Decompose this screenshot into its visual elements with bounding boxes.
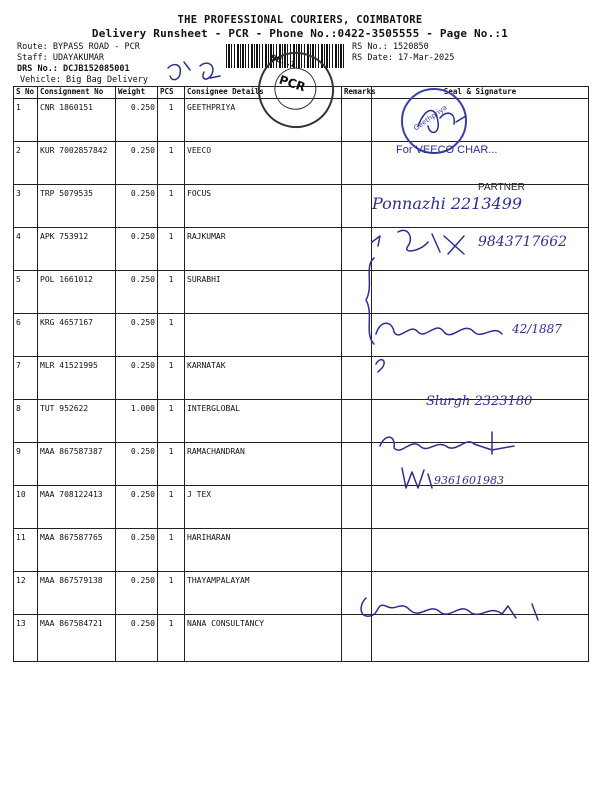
cell-consignee: FOCUS [185, 185, 342, 228]
cell-sno: 6 [14, 314, 38, 357]
cell-remarks [342, 185, 372, 228]
cell-weight: 0.250 [116, 185, 158, 228]
cell-weight: 0.250 [116, 443, 158, 486]
geethpriya-signature [412, 96, 472, 146]
cell-consignment: TRP 5079535 [38, 185, 116, 228]
signature-row-8: Slurgh 2323180 [426, 394, 533, 409]
rs-number: RS No.: 1520850 [352, 42, 429, 52]
pcr-stamp-ring-text: 98...1 [269, 52, 297, 70]
tick-mark-row-8 [372, 354, 392, 374]
cell-remarks [342, 99, 372, 142]
table-row [14, 486, 589, 529]
cell-consignee: HARIHARAN [185, 529, 342, 572]
cell-pcs: 1 [158, 486, 185, 529]
cell-consignment: MAA 867587387 [38, 443, 116, 486]
table-row [14, 529, 589, 572]
signature-row-10-scribble [398, 464, 438, 494]
signature-row-9-scribble [374, 426, 534, 460]
col-remarks: Remarks [342, 87, 372, 99]
col-consignment: Consignment No [38, 87, 116, 99]
cell-consignment: APK 753912 [38, 228, 116, 271]
signature-row-13-scribble [356, 592, 556, 626]
cell-consignee [185, 314, 342, 357]
cell-remarks [342, 443, 372, 486]
cell-consignee: SURABHI [185, 271, 342, 314]
route-line: Route: BYPASS ROAD - PCR [17, 42, 140, 52]
runsheet-title: Delivery Runsheet - PCR - Phone No.:0422-3505555 - Page No.:1 [91, 27, 509, 40]
cell-weight: 0.250 [116, 529, 158, 572]
rs-date: RS Date: 17-Mar-2025 [352, 53, 455, 63]
cell-consignee: NANA CONSULTANCY [185, 615, 342, 662]
cell-sno: 2 [14, 142, 38, 185]
partner-label: PARTNER [478, 182, 525, 193]
cell-pcs: 1 [158, 529, 185, 572]
cell-weight: 0.250 [116, 357, 158, 400]
cell-consignment: KUR 7002857842 [38, 142, 116, 185]
cell-consignee: INTERGLOBAL [185, 400, 342, 443]
geethpriya-stamp-text: Geethpriya [412, 103, 449, 133]
cell-weight: 0.250 [116, 142, 158, 185]
cell-consignment: MAA 708122413 [38, 486, 116, 529]
cell-consignee: THAYAMPALAYAM [185, 572, 342, 615]
pcr-stamp-text: PCR [277, 72, 308, 95]
cell-pcs: 1 [158, 615, 185, 662]
cell-consignee: GEETHPRIYA [185, 99, 342, 142]
cell-sno: 7 [14, 357, 38, 400]
cell-signature [372, 529, 589, 572]
table-row [14, 142, 589, 185]
runsheet-table [13, 86, 589, 662]
cell-pcs: 1 [158, 572, 185, 615]
cell-consignment: KRG 4657167 [38, 314, 116, 357]
company-title: THE PROFESSIONAL COURIERS, COIMBATORE [177, 14, 423, 26]
cell-signature [372, 271, 589, 314]
cell-sno: 5 [14, 271, 38, 314]
cell-pcs: 1 [158, 314, 185, 357]
cell-consignee: KARNATAK [185, 357, 342, 400]
cell-consignment: CNR 1860151 [38, 99, 116, 142]
cell-weight: 0.250 [116, 486, 158, 529]
cell-pcs: 1 [158, 400, 185, 443]
cell-weight: 1.000 [116, 400, 158, 443]
col-sno: S No [14, 87, 38, 99]
veeco-stamp-text: For VEECO CHAR... [396, 144, 498, 156]
cell-pcs: 1 [158, 443, 185, 486]
col-seal-signature: Seal & Signature [372, 87, 589, 99]
cell-consignment: POL 1661012 [38, 271, 116, 314]
cell-pcs: 1 [158, 185, 185, 228]
cell-weight: 0.250 [116, 314, 158, 357]
signature-row-7-number: 42/1887 [512, 322, 562, 336]
cell-pcs: 1 [158, 357, 185, 400]
drs-number: DRS No.: DCJB152085001 [17, 64, 130, 74]
cell-consignee: J TEX [185, 486, 342, 529]
cell-weight: 0.250 [116, 615, 158, 662]
cell-consignment: TUT 952622 [38, 400, 116, 443]
cell-sno: 12 [14, 572, 38, 615]
cell-remarks [342, 529, 372, 572]
cell-pcs: 1 [158, 271, 185, 314]
cell-sno: 3 [14, 185, 38, 228]
col-consignee: Consignee Details [185, 87, 342, 99]
cell-consignment: MAA 867579138 [38, 572, 116, 615]
cell-consignment: MAA 867584721 [38, 615, 116, 662]
cell-remarks [342, 486, 372, 529]
cell-weight: 0.250 [116, 572, 158, 615]
cell-consignee: VEECO [185, 142, 342, 185]
cell-remarks [342, 400, 372, 443]
cell-sno: 1 [14, 99, 38, 142]
cell-sno: 4 [14, 228, 38, 271]
col-weight: Weight [116, 87, 158, 99]
cell-pcs: 1 [158, 228, 185, 271]
cell-pcs: 1 [158, 99, 185, 142]
cell-weight: 0.250 [116, 271, 158, 314]
phone-row-4: 9843717662 [478, 234, 568, 250]
cell-consignee: RAJKUMAR [185, 228, 342, 271]
phone-row-10: 9361601983 [434, 474, 504, 487]
cell-consignment: MLR 41521995 [38, 357, 116, 400]
col-pcs: PCS [158, 87, 185, 99]
cell-sno: 11 [14, 529, 38, 572]
staff-line: Staff: UDAYAKUMAR [17, 53, 104, 63]
cell-pcs: 1 [158, 142, 185, 185]
cell-weight: 0.250 [116, 99, 158, 142]
cell-consignee: RAMACHANDRAN [185, 443, 342, 486]
table-row [14, 271, 589, 314]
cell-remarks [342, 142, 372, 185]
cell-sno: 13 [14, 615, 38, 662]
signature-row-4-scribble [368, 224, 478, 260]
signature-row-3: Ponnazhi 2213499 [372, 194, 523, 213]
vehicle-line: Vehicle: Big Bag Delivery [20, 75, 148, 85]
cell-sno: 9 [14, 443, 38, 486]
cell-remarks [342, 357, 372, 400]
cell-sno: 10 [14, 486, 38, 529]
cell-weight: 0.250 [116, 228, 158, 271]
cell-consignment: MAA 867587765 [38, 529, 116, 572]
cell-sno: 8 [14, 400, 38, 443]
